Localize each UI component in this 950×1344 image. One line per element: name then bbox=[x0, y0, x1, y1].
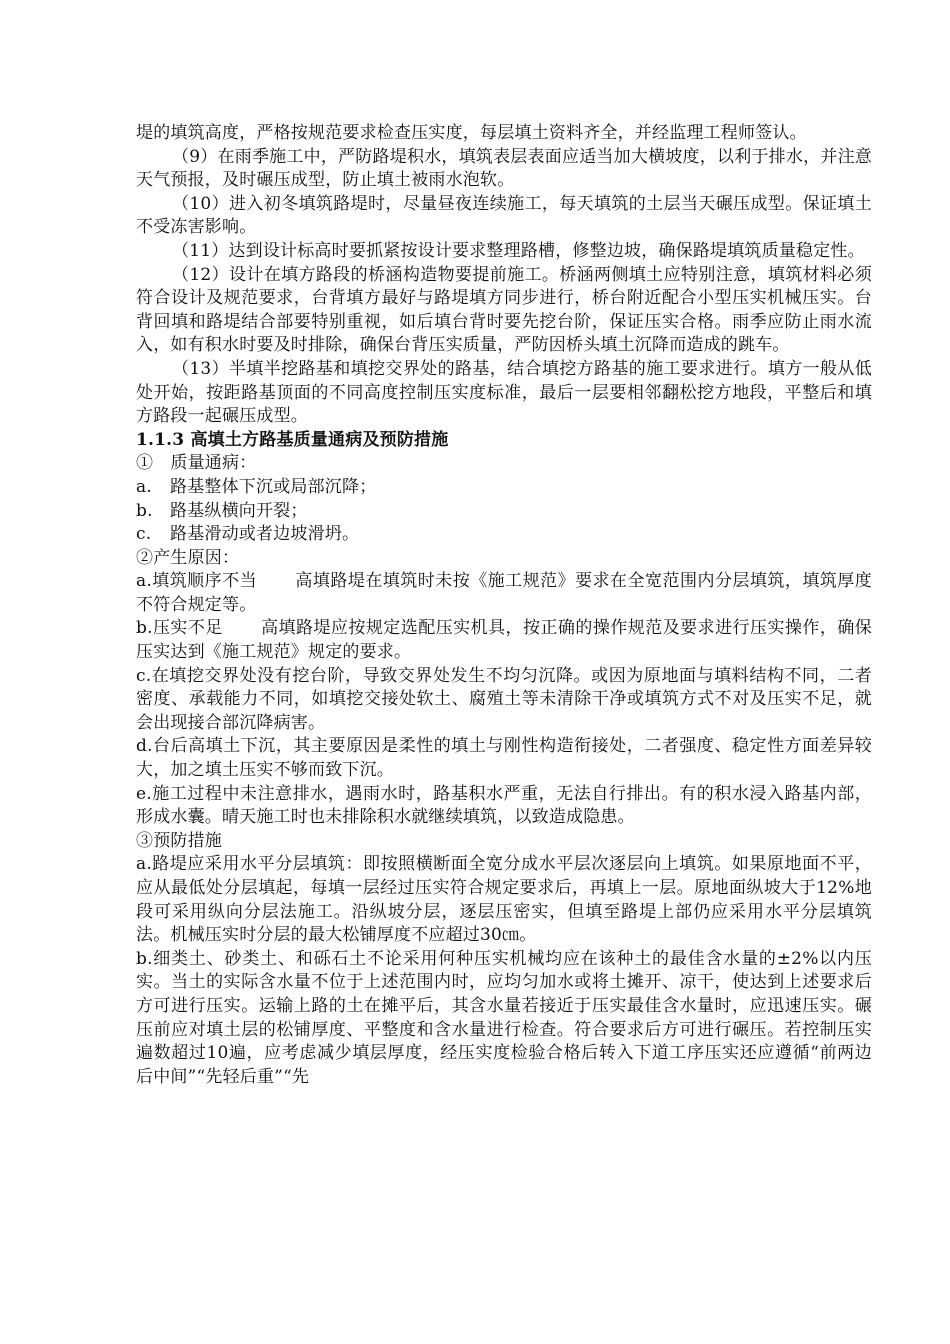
causes-title: ②产生原因： bbox=[136, 547, 240, 568]
paragraph-item-12: （12）设计在填方路段的桥涵构造物要提前施工。桥涵两侧填土应特别注意，填筑材料必须符合设计及规范要求，台背填方最好与路堤填方同步进行，桥台附近配合小型压实机械压实。台背回填和路堤结合部要特别重视，如后填台背时要先挖台阶，保证压实合格。雨季应防止雨水流入，如有积水时要及时排除，确保台背压实质量，严防因桥头填土沉降而造成的跳车。 bbox=[136, 264, 872, 356]
quality-defects-title: ① 质量通病： bbox=[136, 453, 257, 474]
paragraph-item-10: （10）进入初冬填筑路堤时，尽量昼夜连续施工，每天填筑的土层当天碾压成型。保证填土不受冻害影响。 bbox=[136, 193, 872, 238]
cause-a bbox=[136, 570, 872, 617]
cause-e: e.施工过程中未注意排水，遇雨水时，路基积水严重，无法自行排出。有的积水浸入路基内部，形成水囊。晴天施工时也未排除积水就继续填筑，以致造成隐患。 bbox=[136, 783, 872, 828]
cause-a-label: a.填筑顺序不当 bbox=[136, 571, 258, 592]
cause-b bbox=[136, 617, 872, 664]
prevention-b: b.细类土、砂类土、和砾石土不论采用何种压实机械均应在该种土的最佳含水量的±2%以内压实。当土的实际含水量不位于上述范围内时，应均匀加水或将土摊开、凉干，使达到上述要求后方可进行压实。运输上路的土在摊平后，其含水量若接近于压实最佳含水量时，应迅速压实。碾压前应对填土层的松铺厚度、平整度和含水量进行检查。符合要求后方可进行碾压。若控制压实遍数超过10遍，应考虑减少填层厚度，经压实度检验合格后转入下道工序压实还应遵循“前两边后中间”“先轻后重”“先 bbox=[136, 948, 872, 1087]
defect-text: 路基纵横向开裂； bbox=[170, 500, 308, 521]
defect-text: 路基滑动或者边坡滑坍。 bbox=[170, 524, 360, 545]
paragraph-item-11: （11）达到设计标高时要抓紧按设计要求整理路槽，修整边坡，确保路堤填筑质量稳定性。 bbox=[172, 240, 865, 261]
defect-marker: a. bbox=[136, 476, 152, 497]
prevention-title: ③预防措施 bbox=[136, 830, 222, 851]
defect-text: 路基整体下沉或局部沉降； bbox=[170, 476, 377, 497]
defect-marker: b. bbox=[136, 500, 153, 521]
paragraph-continuation: 堤的填筑高度，严格按规范要求检查压实度，每层填土资料齐全，并经监理工程师签认。 bbox=[136, 123, 807, 143]
document-body bbox=[136, 122, 872, 1089]
cause-c: c.在填挖交界处没有挖台阶，导致交界处发生不均匀沉降。或因为原地面与填料结构不同，二者密度、承载能力不同，如填挖交接处软土、腐殖土等未清除干净或填筑方式不对及压实不足，就会出现接合部沉降病害。 bbox=[136, 665, 872, 733]
defect-item-a bbox=[136, 476, 872, 500]
defect-item-b bbox=[136, 500, 872, 524]
defect-marker: c. bbox=[136, 524, 152, 545]
cause-b-text: 高填路堤应按规定选配压实机具，按正确的操作规范及要求进行压实操作，确保压实达到《施工规范》规定的要求。 bbox=[136, 618, 872, 663]
section-heading: 1.1.3 高填土方路基质量通病及预防措施 bbox=[136, 429, 449, 450]
prevention-a: a.路堤应采用水平分层填筑：即按照横断面全宽分成水平层次逐层向上填筑。如果原地面不平，应从最低处分层填起，每填一层经过压实符合规定要求后，再填上一层。原地面纵坡大于12%地段可采用纵向分层法施工。沿纵坡分层，逐层压密实，但填至路堤上部仍应采用水平分层填筑法。机械压实时分层的最大松铺厚度不应超过30㎝。 bbox=[136, 854, 872, 946]
defect-item-c bbox=[136, 523, 872, 547]
cause-b-label: b.压实不足 bbox=[136, 618, 223, 639]
cause-a-text: 高填路堤在填筑时未按《施工规范》要求在全宽范围内分层填筑，填筑厚度不符合规定等。 bbox=[136, 571, 872, 615]
paragraph-item-9: （9）在雨季施工中，严防路堤积水，填筑表层表面应适当加大横坡度，以利于排水，并注意天气预报，及时碾压成型，防止填土被雨水泡软。 bbox=[136, 146, 872, 191]
paragraph-item-13: （13）半填半挖路基和填挖交界处的路基，结合填挖方路基的施工要求进行。填方一般从低处开始，按距路基顶面的不同高度控制压实度标准，最后一层要相邻翻松挖方地段，平整后和填方路段一起碾压成型。 bbox=[136, 358, 872, 427]
cause-d: d.台后高填土下沉，其主要原因是柔性的填土与刚性构造衔接处，二者强度、稳定性方面差异较大，加之填土压实不够而致下沉。 bbox=[136, 736, 872, 781]
